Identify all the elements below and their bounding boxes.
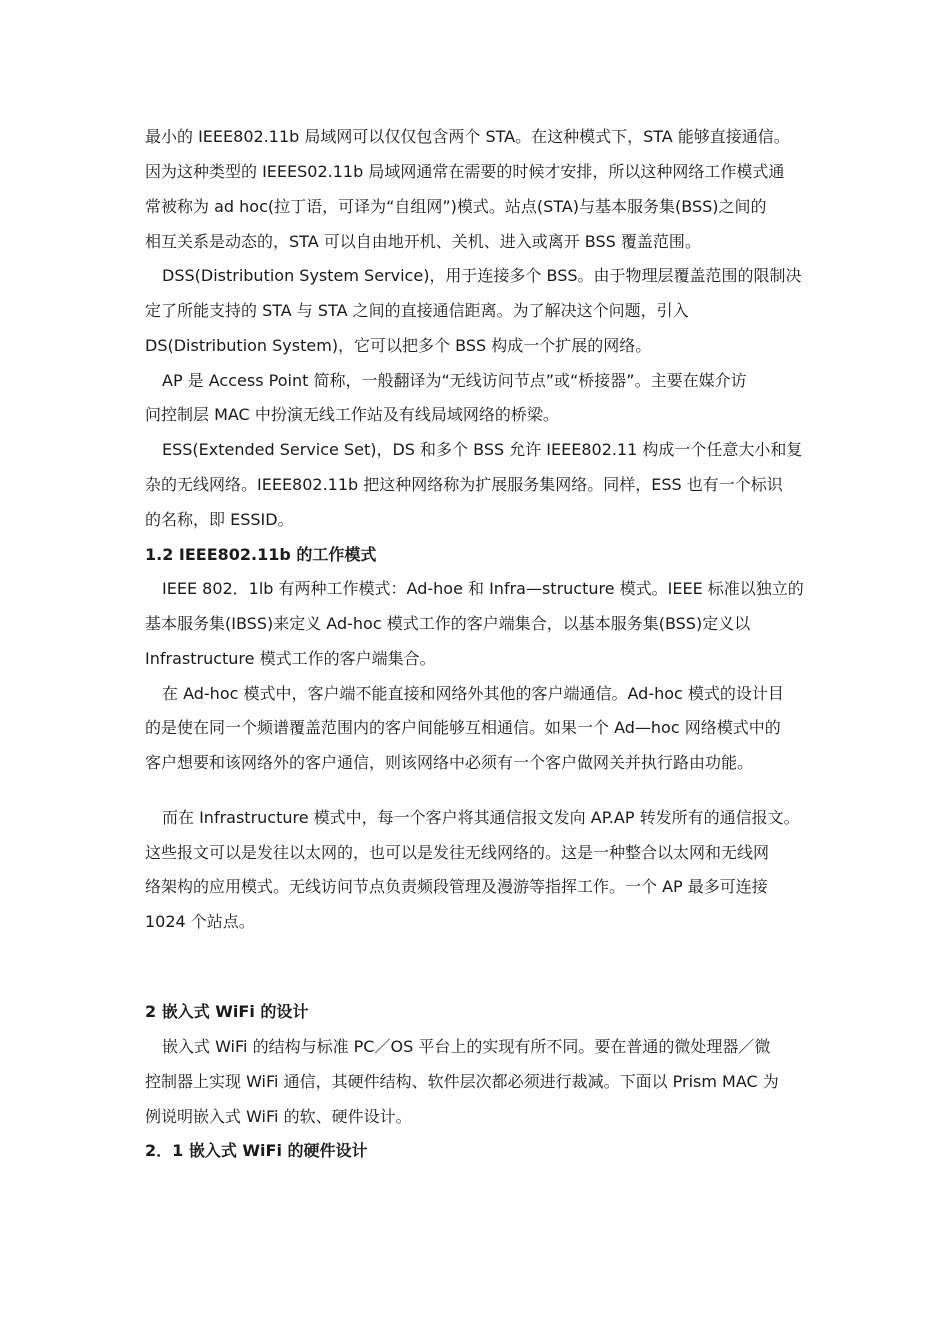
body-text-line: 的名称，即 ESSID。 [145, 510, 294, 529]
body-text-line: AP 是 Access Point 简称，一般翻译为“无线访问节点”或“桥接器”。主要在媒介访 [162, 371, 747, 390]
body-text-line: 例说明嵌入式 WiFi 的软、硬件设计。 [145, 1107, 412, 1126]
body-text-line: 基本服务集(IBSS)来定义 Ad-hoc 模式工作的客户端集合，以基本服务集(BSS)定义以 [145, 614, 751, 633]
body-text-line: 客户想要和该网络外的客户通信，则该网络中必须有一个客户做网关并执行路由功能。 [145, 753, 754, 772]
body-text-line: 相互关系是动态的，STA 可以自由地开机、关机、进入或离开 BSS 覆盖范围。 [145, 232, 701, 251]
body-text-line: 在 Ad-hoc 模式中，客户端不能直接和网络外其他的客户端通信。Ad-hoc 模式的设计目 [162, 684, 784, 703]
body-text-line: 定了所能支持的 STA 与 STA 之间的直接通信距离。为了解决这个问题，引入 [145, 301, 689, 320]
section-heading: 2．1 嵌入式 WiFi 的硬件设计 [145, 1141, 368, 1160]
body-text-line: 常被称为 ad hoc(拉丁语，可译为“自组网”)模式。站点(STA)与基本服务集(BSS)之间的 [145, 197, 767, 216]
body-text-line: DSS(Distribution System Service)，用于连接多个 BSS。由于物理层覆盖范围的限制决 [162, 266, 802, 285]
body-text-line: 1024 个站点。 [145, 912, 255, 931]
body-text-line: 杂的无线网络。IEEE802.11b 把这种网络称为扩展服务集网络。同样，ESS 也有一个标识 [145, 475, 783, 494]
body-text-line: DS(Distribution System)，它可以把多个 BSS 构成一个扩展的网络。 [145, 336, 652, 355]
section-heading: 2 嵌入式 WiFi 的设计 [145, 1002, 309, 1021]
body-text-line: 因为这种类型的 IEEES02.11b 局域网通常在需要的时候才安排，所以这种网络工作模式通 [145, 162, 785, 181]
body-text-line: 而在 Infrastructure 模式中，每一个客户将其通信报文发向 AP.AP 转发所有的通信报文。 [162, 808, 800, 827]
body-text-line: Infrastructure 模式工作的客户端集合。 [145, 649, 436, 668]
body-text-line: 的是使在同一个频谱覆盖范围内的客户间能够互相通信。如果一个 Ad—hoc 网络模式中的 [145, 718, 781, 737]
section-heading: 1.2 IEEE802.11b 的工作模式 [145, 545, 377, 564]
body-text-line: 这些报文可以是发往以太网的，也可以是发往无线网络的。这是一种整合以太网和无线网 [145, 843, 770, 862]
body-text-line: 最小的 IEEE802.11b 局域网可以仅仅包含两个 STA。在这种模式下，STA 能够直接通信。 [145, 127, 790, 146]
body-text-line: 络架构的应用模式。无线访问节点负责频段管理及漫游等指挥工作。一个 AP 最多可连接 [145, 877, 768, 896]
body-text-line: IEEE 802．1lb 有两种工作模式：Ad-hoe 和 Infra—structure 模式。IEEE 标准以独立的 [162, 579, 804, 598]
body-text-line: ESS(Extended Service Set)，DS 和多个 BSS 允许 IEEE802.11 构成一个任意大小和复 [162, 440, 803, 459]
body-text-line: 问控制层 MAC 中扮演无线工作站及有线局域网络的桥梁。 [145, 405, 559, 424]
body-text-line: 控制器上实现 WiFi 通信，其硬件结构、软件层次都必须进行裁减。下面以 Prism MAC 为 [145, 1072, 779, 1091]
body-text-line: 嵌入式 WiFi 的结构与标准 PC／OS 平台上的实现有所不同。要在普通的微处理器／微 [162, 1037, 771, 1056]
